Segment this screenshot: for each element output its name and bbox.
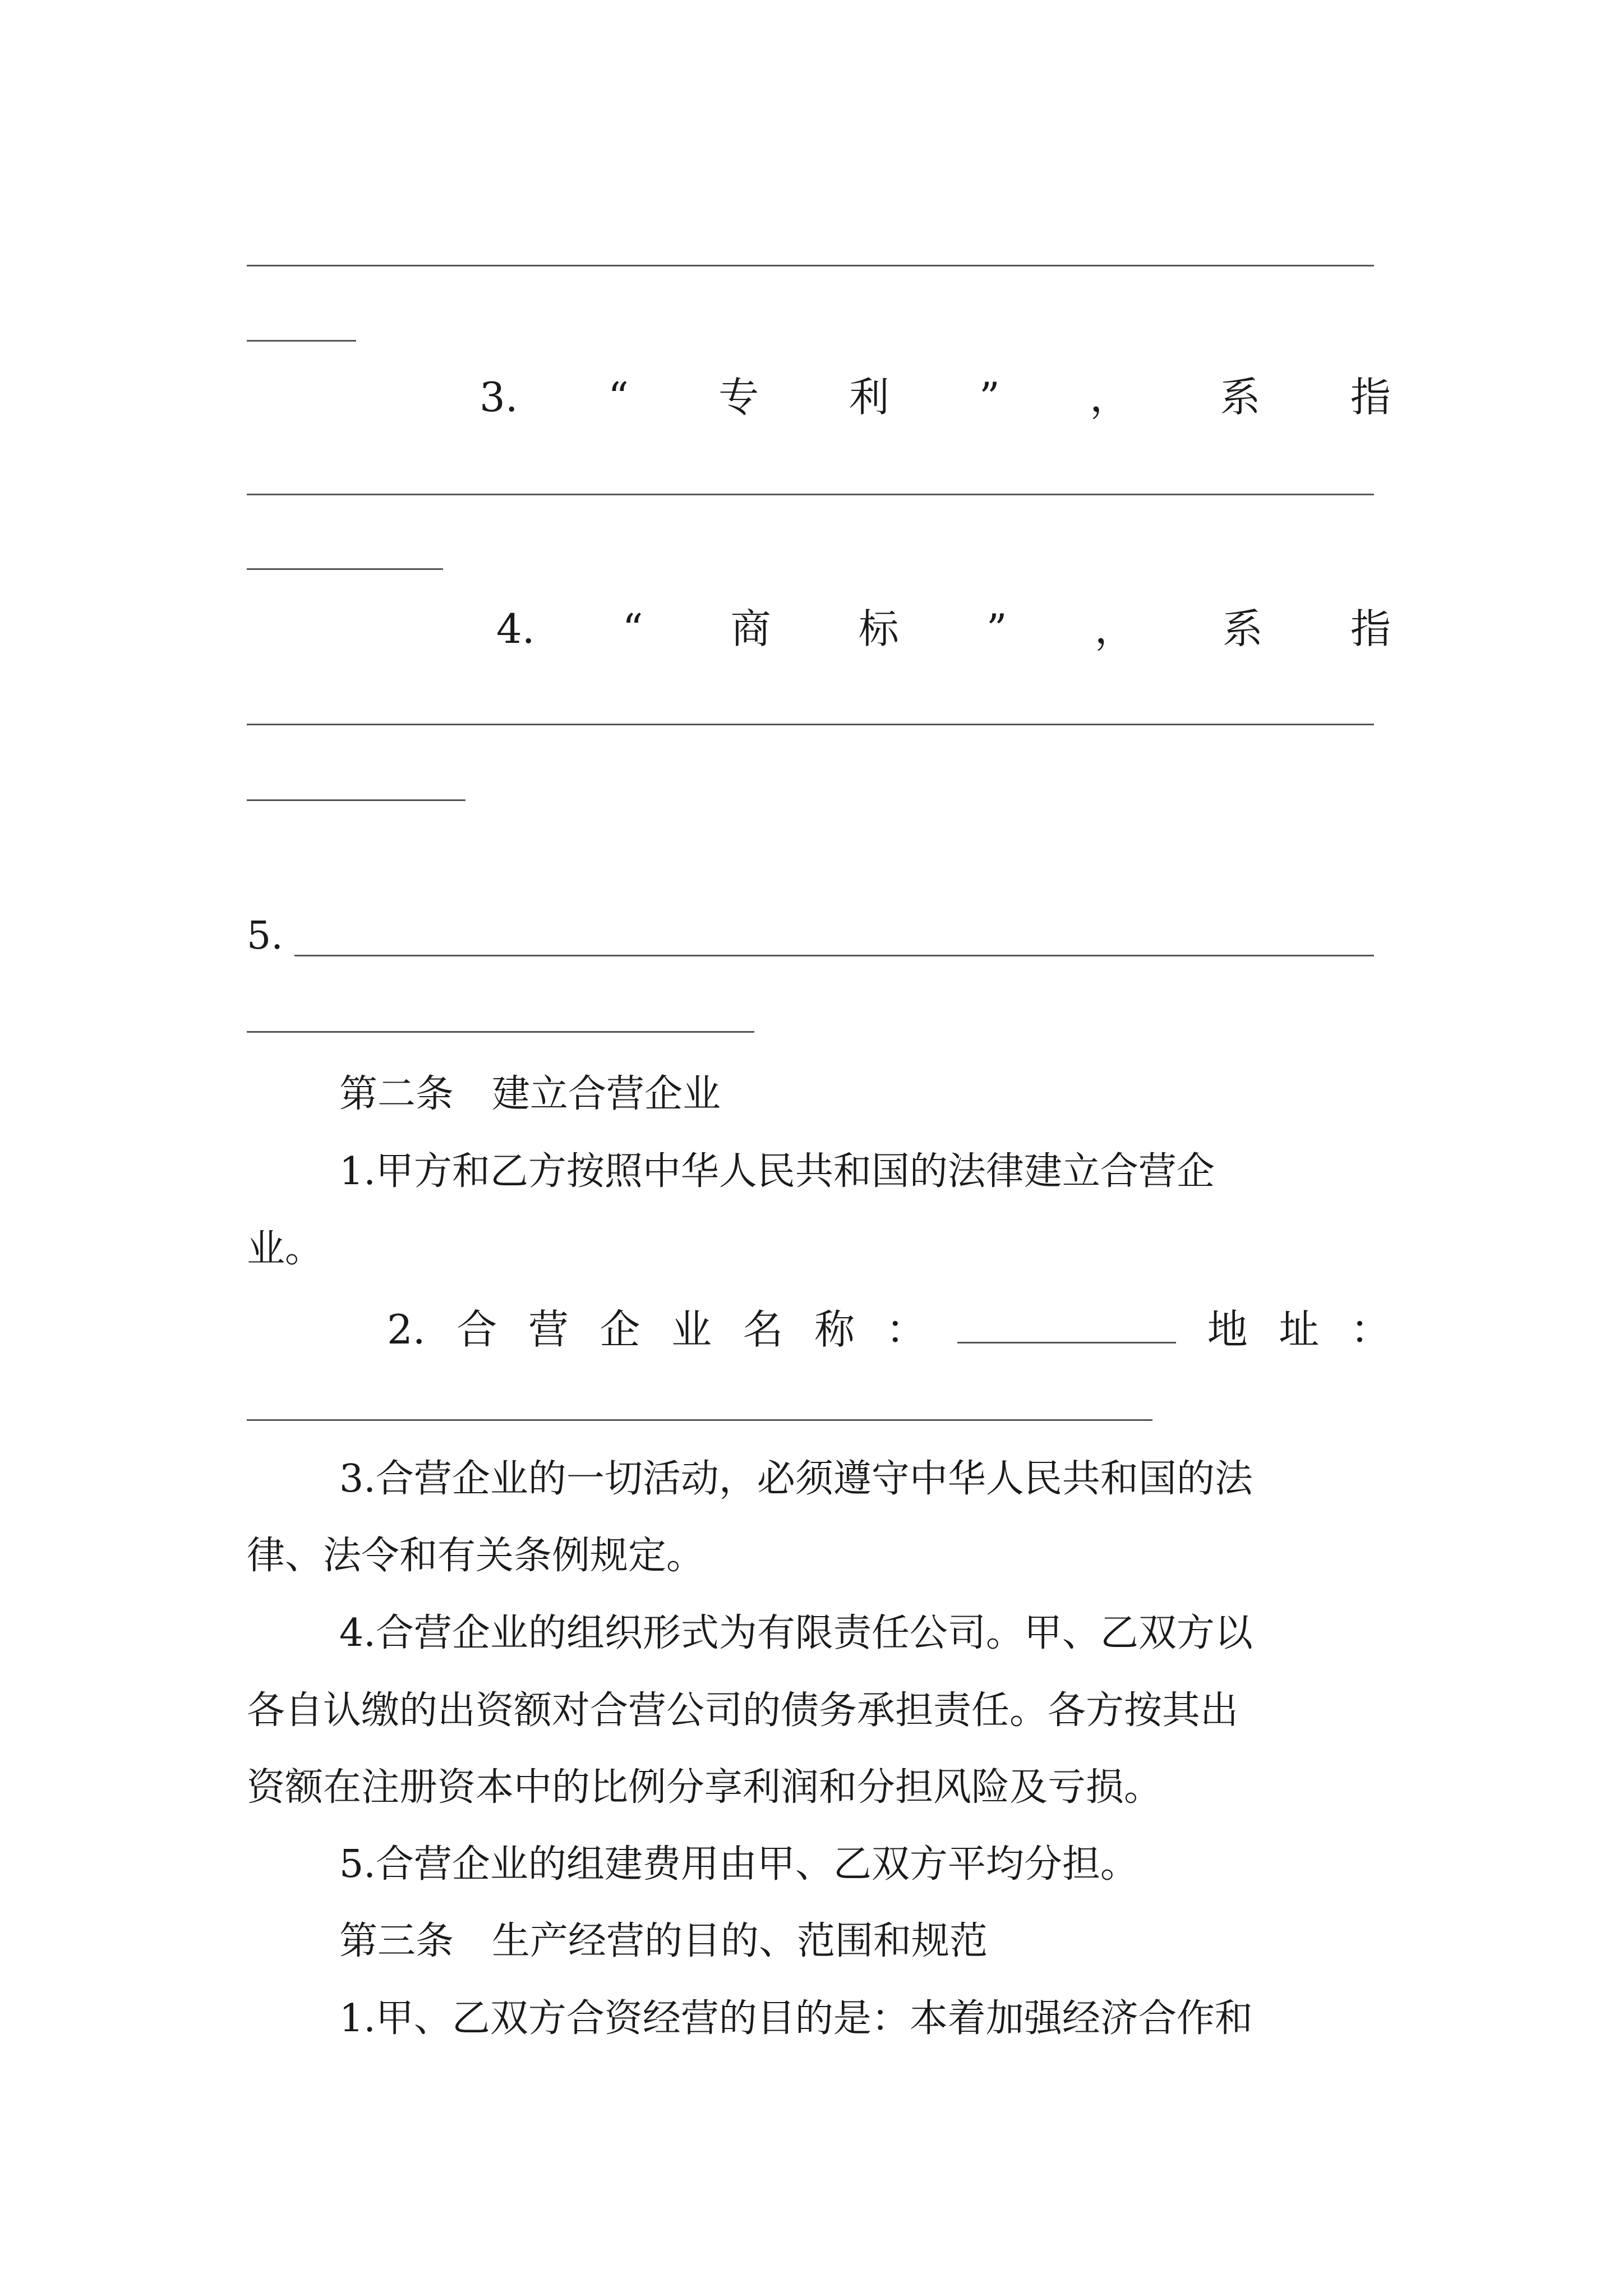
paragraph-line: 3.合营企业的一切活动，必须遵守中华人民共和国的法 [339, 1457, 1253, 1501]
term-char: 系 [1220, 374, 1261, 421]
term-char: 商 [730, 605, 771, 652]
blank-line [247, 265, 1374, 266]
paragraph-line: 1.甲、乙双方合资经营的目的是：本着加强经济合作和 [339, 1996, 1253, 2041]
label-char: 称 [814, 1306, 855, 1353]
term-char: 利 [849, 374, 889, 421]
paragraph-line: 业。 [247, 1227, 324, 1271]
blank-line [247, 494, 1374, 495]
comma: ， [1090, 374, 1131, 421]
blank-line [247, 1419, 1152, 1421]
label-char: 地 [1207, 1306, 1248, 1353]
article-heading: 第三条 生产经营的目的、范围和规范 [339, 1919, 988, 1963]
quote-close: ” [979, 374, 1000, 421]
blank-line [247, 1031, 754, 1033]
label-char: 址 [1279, 1306, 1320, 1353]
definition-item-4 [496, 605, 1391, 652]
comma: ， [1094, 605, 1135, 652]
label-char: 业 [671, 1306, 712, 1353]
term-char: 系 [1222, 605, 1263, 652]
paragraph-line: 5.合营企业的组建费用由甲、乙双方平均分担。 [339, 1842, 1138, 1887]
blank-line [247, 799, 465, 801]
item-number: 4. [496, 605, 535, 652]
blank-line [294, 955, 1374, 956]
paragraph-line: 4.合营企业的组织形式为有限责任公司。甲、乙双方以 [339, 1611, 1253, 1655]
label-char: 企 [600, 1306, 640, 1353]
colon: ： [1350, 1306, 1391, 1353]
definition-item-3 [479, 374, 1391, 421]
colon: ： [886, 1306, 926, 1353]
quote-open: “ [622, 605, 643, 652]
quote-open: “ [608, 374, 629, 421]
label-char: 合 [457, 1306, 497, 1353]
label-char: 名 [743, 1306, 783, 1353]
item-number: 3. [479, 374, 518, 421]
blank-line [247, 340, 356, 342]
paragraph-line: 各自认缴的出资额对合营公司的债务承担责任。各方按其出 [247, 1688, 1239, 1733]
blank-line [247, 568, 443, 570]
article-heading: 第二条 建立合营企业 [339, 1072, 721, 1116]
name-blank [957, 1307, 1176, 1343]
paragraph-line: 资额在注册资本中的比例分享利润和分担风险及亏损。 [247, 1765, 1163, 1810]
company-name-address-line [387, 1306, 1391, 1353]
term-char: 指 [1350, 374, 1391, 421]
paragraph-line: 律、法令和有关条例规定。 [247, 1534, 705, 1578]
item-number: 2. [387, 1306, 426, 1353]
term-char: 专 [718, 374, 759, 421]
quote-close: ” [986, 605, 1007, 652]
blank-line [247, 724, 1374, 725]
term-char: 标 [858, 605, 899, 652]
term-char: 指 [1350, 605, 1391, 652]
label-char: 营 [528, 1306, 569, 1353]
definition-item-5-number: 5. [247, 914, 283, 958]
paragraph-line: 1.甲方和乙方按照中华人民共和国的法律建立合营企 [339, 1149, 1215, 1194]
